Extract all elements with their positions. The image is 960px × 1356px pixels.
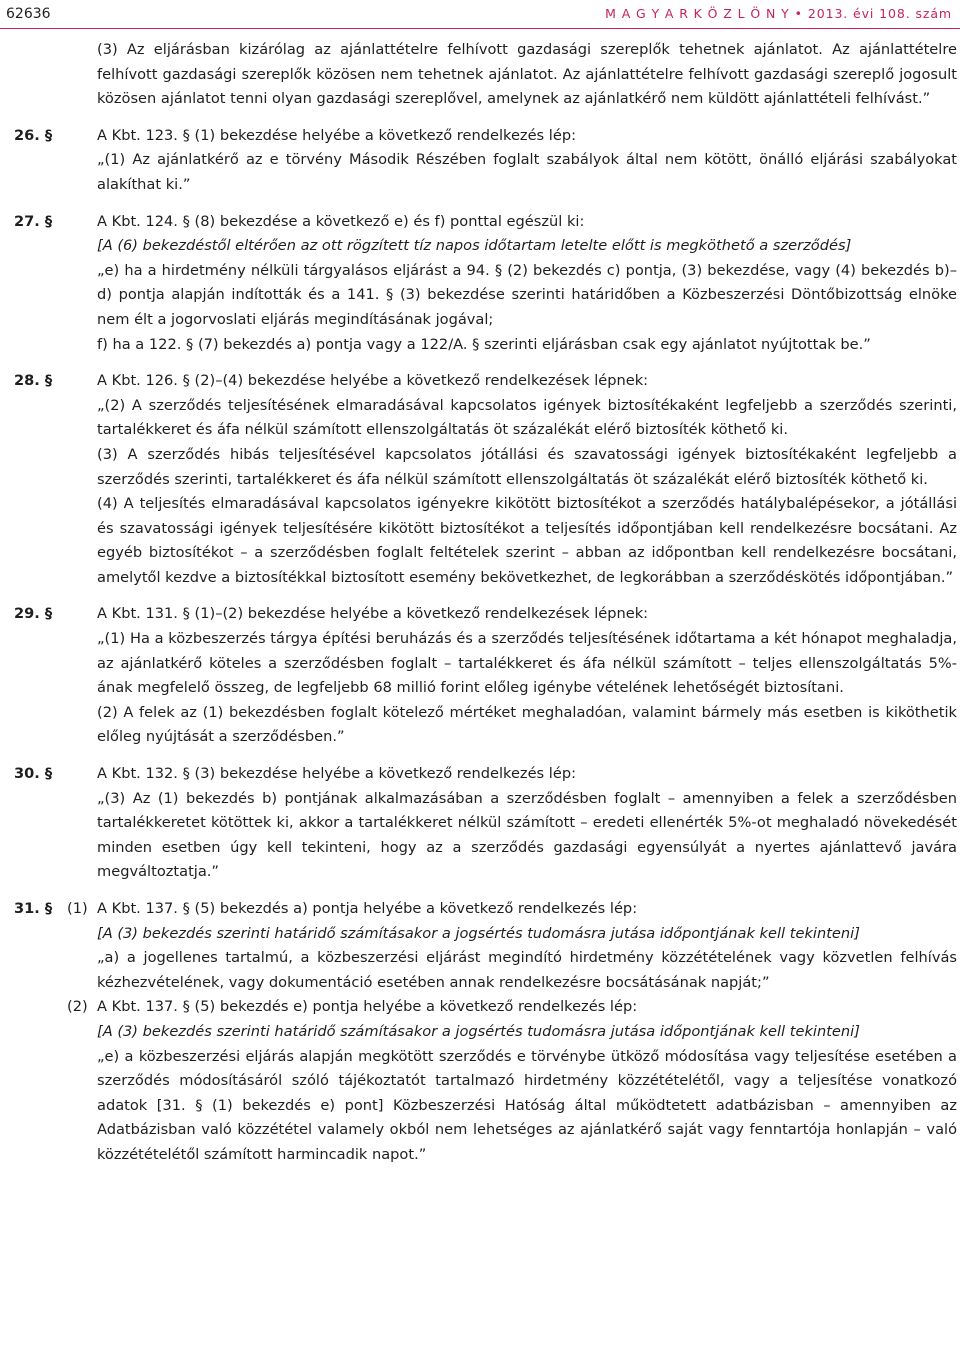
section-number: 27. § (14, 212, 53, 230)
section-paragraph: f) ha a 122. § (7) bekezdés a) pontja vagy a 122/A. § szerinti eljárásban csak egy ajánlatot nyújtottak be.” (97, 335, 871, 353)
section-paragraph: „e) ha a hirdetmény nélküli tárgyalásos eljárást a 94. § (2) bekezdés c) pontja, (3) bekezdése, vagy (4) bekezdés b)–d) pontja alapján indították és a 141. § (3) bekezdése szerinti határidőben a Közbeszerzési Döntőbizottság elnöke nem élt a jogorvoslati eljárás megindításának jogával; (97, 261, 957, 328)
bullet-separator: • (794, 6, 803, 21)
section-29 (14, 602, 957, 750)
section-paragraph: „(1) Az ajánlatkérő az e törvény Második Részében foglalt szabályok által nem kötött, önálló eljárási szabályokat alakíthat ki.” (97, 151, 957, 193)
section-heading: A Kbt. 124. § (8) bekezdése a következő e) és f) ponttal egészül ki: (97, 212, 585, 230)
section-paragraph: „(1) Ha a közbeszerzés tárgya építési beruházás és a szerződés teljesítésének időtartama a két hónapot meghaladja, az ajánlatkérő köteles a szerződésben foglalt – tartalékkeret és áfa nélkül számított – teljes ellenszolgáltatás 5%-ának megfelelő összeg, de legfeljebb 68 millió forint előleg igénybe vételének lehetőségét biztosítani. (97, 630, 957, 697)
section-paragraph: „a) a jogellenes tartalmú, a közbeszerzési eljárást megindító hirdetmény közzétételének vagy közvetlen felhívás kézhezvételének, vagy dokumentáció esetében annak rendelkezésre bocsátásának napját;” (97, 949, 957, 991)
section-heading: A Kbt. 126. § (2)–(4) bekezdése helyébe a következő rendelkezések lépnek: (97, 372, 649, 390)
issue-label: 2013. évi 108. szám (807, 6, 952, 21)
section-paragraph: (4) A teljesítés elmaradásával kapcsolatos igényekre kikötött biztosítékot a szerződés hatálybalépésekor, a jótállási és szavatossági igények teljesítésére kikötött biztosítékot a teljesítés időpontjában kell rendelkezésre bocsátani. Az egyéb biztosítékot – a szerződésben foglalt feltételek szerint – abban az időpontban kell rendelkezésre bocsátani, amelytől kezdve a biztosítékkal biztosított esemény bekövetkezhet, de legkorábban a szerződéskötés időpontjában.” (97, 495, 957, 586)
section-number: 26. § (14, 126, 53, 144)
header-rule (0, 28, 960, 29)
subsection-number: (1) (67, 900, 88, 917)
section-heading: A Kbt. 132. § (3) bekezdése helyébe a következő rendelkezés lép: (97, 765, 577, 783)
section-31 (14, 897, 957, 1168)
italic-context: [A (3) bekezdés szerinti határidő számításakor a jogsértés tudomásra jutása időpontjának kell tekinteni] (97, 1022, 860, 1040)
subsection-number: (2) (67, 998, 88, 1016)
section-27 (14, 210, 957, 358)
section-28 (14, 369, 957, 590)
subsection-2 (67, 995, 957, 1167)
section-heading: A Kbt. 137. § (5) bekezdés a) pontja helyébe a következő rendelkezés lép: (97, 900, 638, 917)
document-body (14, 38, 957, 1168)
section-number: 28. § (14, 372, 53, 390)
running-title (605, 6, 952, 21)
section-paragraph: „(3) Az (1) bekezdés b) pontjának alkalmazásában a szerződésben foglalt – amennyiben a felek a szerződésben tartalékkeretet kötöttek ki, akkor a tartalékkeret nélkül számított – eredeti ellenérték 5%-ot meghaladó növekedését minden esetben úgy kell tekinteni, hogy az a szerződés gazdasági egyensúlyát a nyertes ajánlattevő javára megváltoztatja.” (97, 789, 957, 881)
section-number: 31. § (14, 900, 53, 917)
section-heading: A Kbt. 137. § (5) bekezdés e) pontja helyébe a következő rendelkezés lép: (97, 998, 638, 1016)
italic-context: [A (6) bekezdéstől eltérően az ott rögzített tíz napos időtartam letelte előtt is megköthető a szerződés] (97, 237, 852, 255)
section-paragraph: „e) a közbeszerzési eljárás alapján megkötött szerződés e törvénybe ütköző módosítása vagy teljesítése esetében a szerződés módosításáról szóló tájékoztatót tartalmazó hirdetmény közzétételétől, vagy a teljesítése vonatkozó adatok [31. § (1) bekezdés e) pont] Közbeszerzési Hatóság által működtetett adatbázisban – amennyiben az Adatbázisban való közzététel valamely okból nem lehetséges az ajánlatkérő saját vagy fenntartója honlapján – való közzétételétől számított harmincadik napot.” (97, 1047, 957, 1163)
subsection-1 (67, 897, 957, 995)
section-heading: A Kbt. 131. § (1)–(2) bekezdése helyébe a következő rendelkezések lépnek: (97, 605, 649, 623)
page-number: 62636 (6, 6, 51, 22)
intro-text: (3) Az eljárásban kizárólag az ajánlattételre felhívott gazdasági szereplők tehetnek ajánlatot. Az ajánlattételre felhívott gazdasági szereplők közösen nem tehetnek ajánlatot. Az ajánlattételre felhívott gazdasági szereplő jogosult közösen ajánlatot tenni olyan gazdasági szereplővel, amelynek az ajánlatkérő nem küldött ajánlattételi felhívást.” (97, 41, 957, 108)
section-paragraph: „(2) A szerződés teljesítésének elmaradásával kapcsolatos igények biztosítékaként legfeljebb a szerződés szerinti, tartalékkeret és áfa nélkül számított ellenszolgáltatás öt százalékát elérő biztosíték köthető ki. (97, 396, 957, 439)
section-30 (14, 762, 957, 885)
section-number: 29. § (14, 605, 53, 623)
intro-paragraph (97, 38, 957, 112)
section-paragraph: (3) A szerződés hibás teljesítésével kapcsolatos jótállási és szavatossági igények biztosítékaként legfeljebb a szerződés szerinti, tartalékkeret és áfa nélkül számított ellenszolgáltatás öt százalékát elérő biztosíték köthető ki. (97, 445, 957, 488)
section-26 (14, 124, 957, 198)
section-heading: A Kbt. 123. § (1) bekezdése helyébe a következő rendelkezés lép: (97, 126, 577, 144)
italic-context: [A (3) bekezdés szerinti határidő számításakor a jogsértés tudomásra jutása időpontjának kell tekinteni] (97, 924, 860, 942)
journal-name: M A G Y A R K Ö Z L Ö N Y (605, 6, 790, 21)
section-number: 30. § (14, 765, 53, 783)
page-header (0, 0, 960, 30)
section-paragraph: (2) A felek az (1) bekezdésben foglalt kötelező mértéket meghaladóan, valamint bármely más esetben is kiköthetik előleg nyújtását a szerződésben.” (97, 703, 957, 746)
